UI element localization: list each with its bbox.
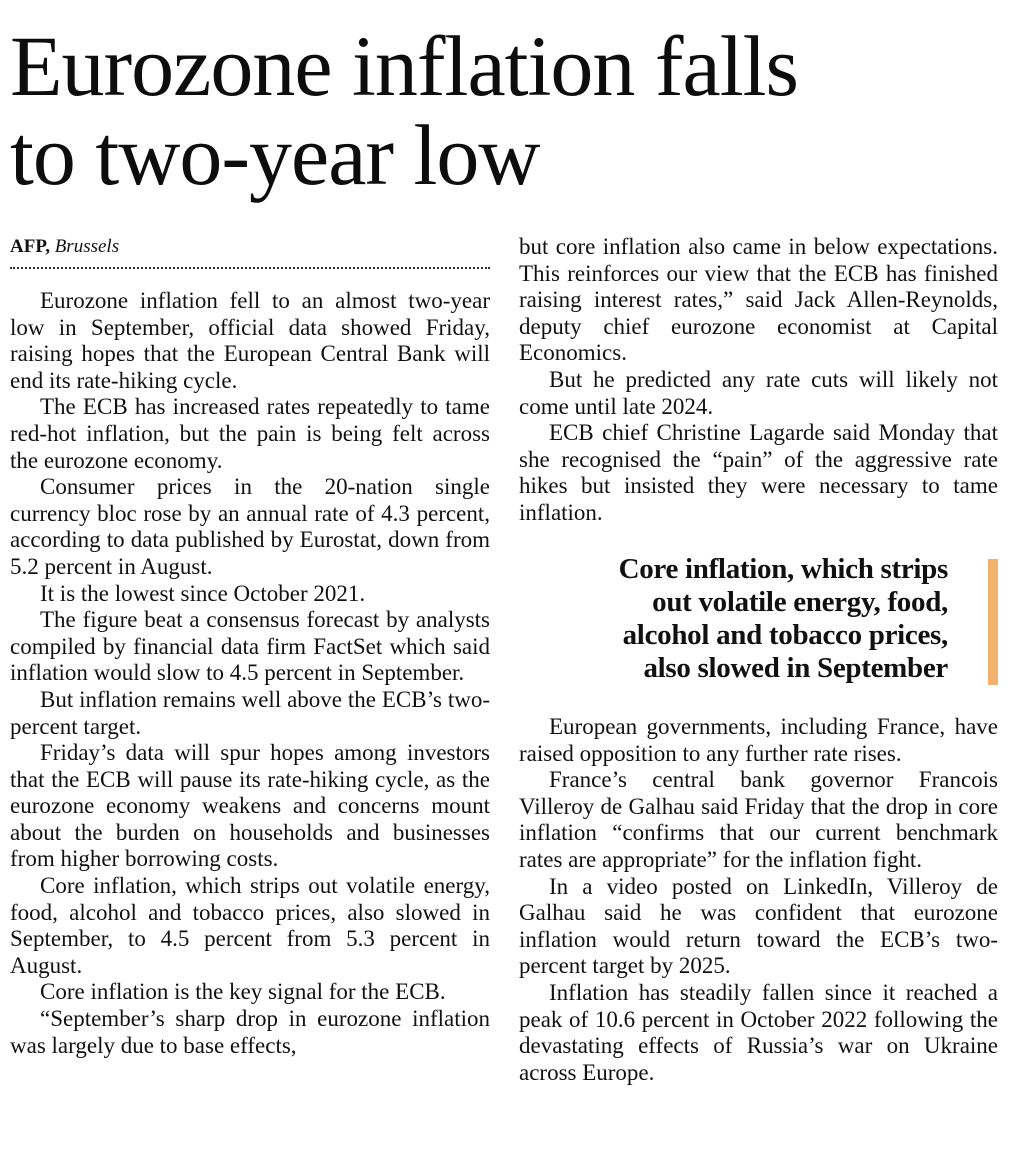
paragraph: France’s central bank governor Francois Villeroy de Galhau said Friday that the drop in core inflation “confirms that our current benchmark rates are appropriate” for the inflation fight.	[519, 767, 998, 872]
paragraph: Eurozone inflation fell to an almost two-year low in September, official data showed Friday, raising hopes that the European Central Bank will end its rate-hiking cycle.	[10, 288, 490, 393]
pull-quote-line: also slowed in September	[643, 652, 948, 684]
pull-quote	[522, 553, 948, 685]
right-column-bottom	[519, 714, 998, 1086]
paragraph: European governments, including France, have raised opposition to any further rate rises.	[519, 714, 998, 766]
pull-quote-line: Core inflation, which strips	[618, 553, 948, 585]
paragraph: The ECB has increased rates repeatedly to tame red-hot inflation, but the pain is being felt across the eurozone economy.	[10, 394, 490, 473]
paragraph: But inflation remains well above the ECB’s two-percent target.	[10, 686, 490, 739]
paragraph: “September’s sharp drop in eurozone inflation was largely due to base effects,	[10, 1006, 490, 1058]
paragraph: It is the lowest since October 2021.	[40, 580, 366, 606]
paragraph: Core inflation, which strips out volatile energy, food, alcohol and tobacco prices, also slowed in September, to 4.5 percent from 5.3 percent in August.	[10, 873, 490, 978]
left-column	[10, 288, 490, 1059]
pull-quote-line: alcohol and tobacco prices,	[622, 619, 948, 651]
paragraph: But he predicted any rate cuts will likely not come until late 2024.	[519, 366, 998, 419]
paragraph: Core inflation is the key signal for the ECB.	[40, 979, 446, 1005]
byline-agency: AFP,	[10, 236, 50, 257]
paragraph-continued: but core inflation also came in below expectations. This reinforces our view that the ECB has finished raising interest rates,” said Jack Allen-Reynolds, deputy chief eurozone economist at Capital Economics.	[519, 234, 998, 366]
pull-quote-line: out volatile energy, food,	[652, 586, 948, 618]
headline-line-1: Eurozone inflation falls	[10, 18, 798, 114]
paragraph: In a video posted on LinkedIn, Villeroy de Galhau said he was confident that eurozone inflation would return toward the ECB’s two-percent target by 2025.	[519, 873, 998, 979]
paragraph: ECB chief Christine Lagarde said Monday that she recognised the “pain” of the aggressive rate hikes but insisted they were necessary to tame inflation.	[519, 420, 998, 525]
paragraph: Consumer prices in the 20-nation single currency bloc rose by an annual rate of 4.3 percent, according to data published by Eurostat, down from 5.2 percent in August.	[10, 474, 490, 579]
right-column-top	[519, 234, 998, 527]
pull-quote-accent-bar	[988, 559, 998, 685]
byline-place: Brussels	[54, 236, 120, 257]
paragraph: The figure beat a consensus forecast by analysts compiled by financial data firm FactSet which said inflation would slow to 4.5 percent in September.	[10, 607, 490, 686]
headline	[10, 18, 1000, 203]
paragraph: Inflation has steadily fallen since it reached a peak of 10.6 percent in October 2022 following the devastating effects of Russia’s war on Ukraine across Europe.	[519, 979, 998, 1085]
byline	[10, 236, 490, 269]
headline-line-2: to two-year low	[10, 107, 540, 203]
paragraph: Friday’s data will spur hopes among investors that the ECB will pause its rate-hiking cycle, as the eurozone economy weakens and concerns mount about the burden on households and businesses from higher borrowing costs.	[10, 740, 490, 872]
